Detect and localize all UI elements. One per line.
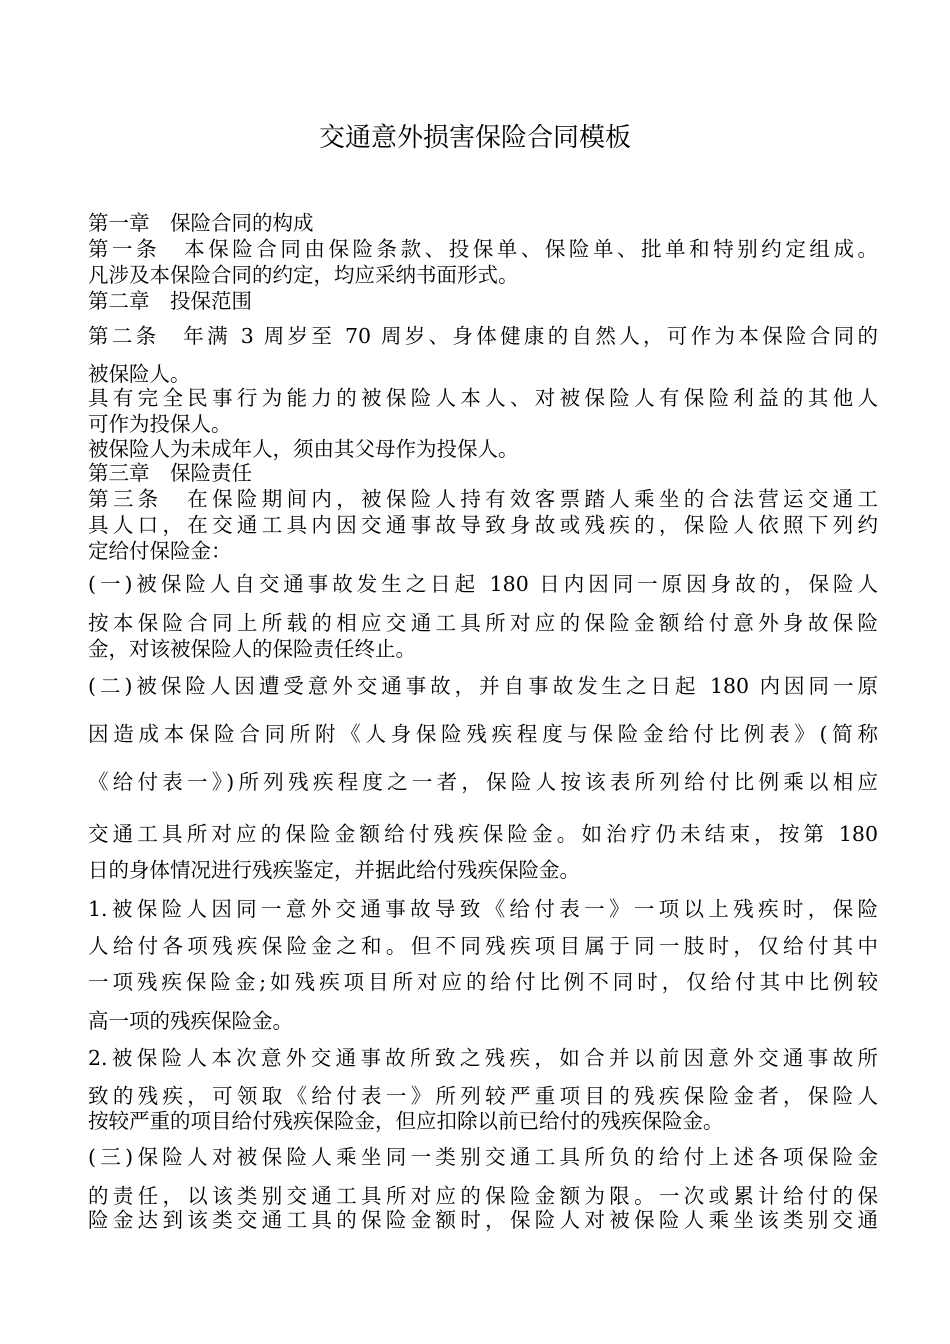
clause-1-line-3: 金，对该被保险人的保险责任终止。	[88, 637, 416, 661]
clause-2-line-3: 《给付表一》)所列残疾程度之一者，保险人按该表所列给付比例乘以相应	[88, 770, 878, 794]
clause-2-line-4: 交通工具所对应的保险金额给付残疾保险金。如治疗仍未结束，按第 180	[88, 822, 878, 846]
article-2-line-1: 第二条 年满 3 周岁至 70 周岁、身体健康的自然人，可作为本保险合同的	[88, 324, 878, 348]
clause-1-line-2: 按本保险合同上所载的相应交通工具所对应的保险金额给付意外身故保险	[88, 611, 878, 635]
article-3-line-1: 第三条 在保险期间内，被保险人持有效客票踏人乘坐的合法营运交通工	[88, 487, 878, 511]
item-2-line-1: 2.被保险人本次意外交通事故所致之残疾，如合并以前因意外交通事故所	[88, 1046, 878, 1070]
article-2-line-4: 可作为投保人。	[88, 412, 232, 436]
item-1-line-2: 人给付各项残疾保险金之和。但不同残疾项目属于同一肢时，仅给付其中	[88, 934, 878, 958]
article-1-line-1: 第一条 本保险合同由保险条款、投保单、保险单、批单和特别约定组成。	[88, 237, 878, 261]
article-2-line-2: 被保险人。	[88, 362, 191, 386]
clause-2-line-5: 日的身体情况进行残疾鉴定，并据此给付残疾保险金。	[88, 858, 580, 882]
clause-2-line-2: 因造成本保险合同所附《人身保险残疾程度与保险金给付比例表》(简称	[88, 722, 878, 746]
chapter-3-heading: 第三章 保险责任	[88, 461, 252, 485]
clause-3-line-2: 的责任，以该类别交通工具所对应的保险金额为限。一次或累计给付的保	[88, 1184, 878, 1208]
clause-1-line-1: (一)被保险人自交通事故发生之日起 180 日内因同一原因身故的，保险人	[88, 572, 878, 596]
chapter-1-heading: 第一章 保险合同的构成	[88, 211, 314, 235]
article-1-line-2: 凡涉及本保险合同的约定，均应采纳书面形式。	[88, 263, 519, 287]
clause-2-line-1: (二)被保险人因遭受意外交通事故，并自事故发生之日起 180 内因同一原	[88, 674, 878, 698]
chapter-2-heading: 第二章 投保范围	[88, 289, 252, 313]
clause-3-line-3: 险金达到该类交通工具的保险金额时，保险人对被保险人乘坐该类别交通	[88, 1208, 878, 1232]
item-1-line-4: 高一项的残疾保险金。	[88, 1009, 293, 1033]
item-2-line-3: 按较严重的项目给付残疾保险金，但应扣除以前已给付的残疾保险金。	[88, 1109, 724, 1133]
item-2-line-2: 致的残疾，可领取《给付表一》所列较严重项目的残疾保险金者，保险人	[88, 1084, 878, 1108]
article-3-line-3: 定给付保险金：	[88, 539, 232, 563]
item-1-line-1: 1.被保险人因同一意外交通事故导致《给付表一》一项以上残疾时，保险	[88, 897, 878, 921]
item-1-line-3: 一项残疾保险金;如残疾项目所对应的给付比例不同时，仅给付其中比例较	[88, 970, 878, 994]
document-title: 交通意外损害保险合同模板	[318, 123, 631, 153]
article-2-line-3: 具有完全民事行为能力的被保险人本人、对被保险人有保险利益的其他人	[88, 386, 878, 410]
clause-3-line-1: (三)保险人对被保险人乘坐同一类别交通工具所负的给付上述各项保险金	[88, 1145, 878, 1169]
article-2-line-5: 被保险人为未成年人，须由其父母作为投保人。	[88, 437, 519, 461]
article-3-line-2: 具人口，在交通工具内因交通事故导致身故或残疾的，保险人依照下列约	[88, 513, 878, 537]
